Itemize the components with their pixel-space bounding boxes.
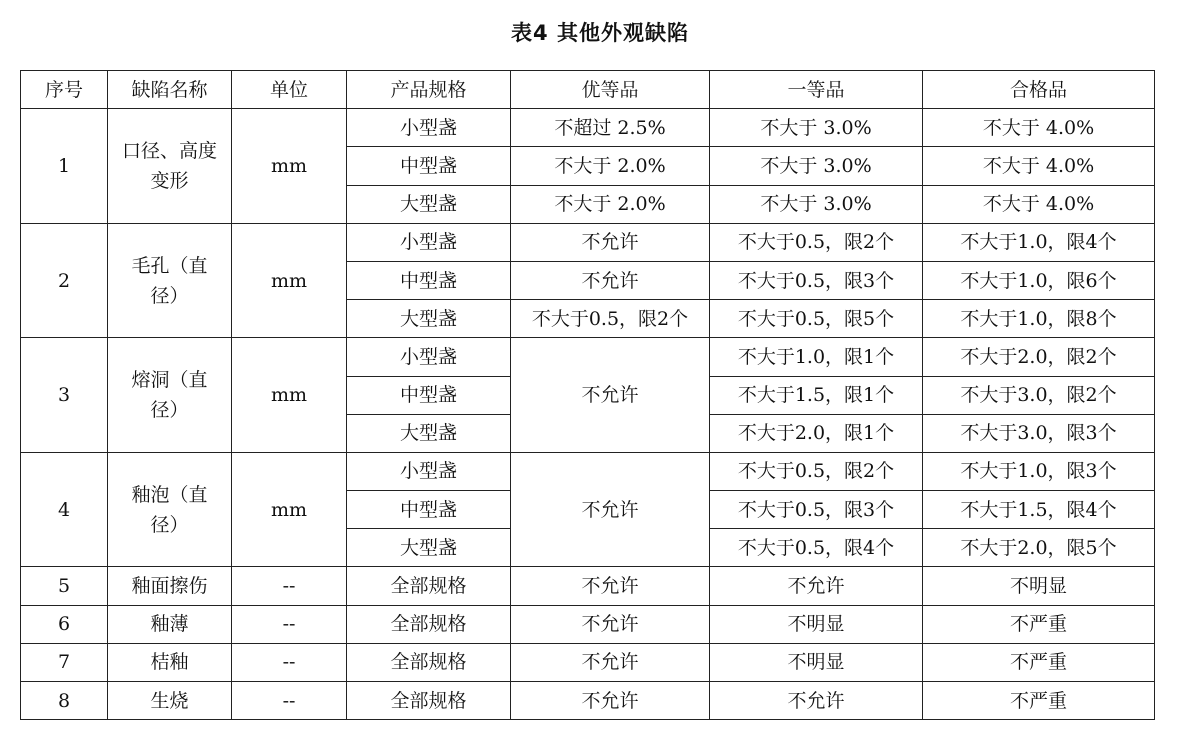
spec-cell: 大型盏 <box>347 300 511 338</box>
table-row <box>21 567 1155 605</box>
header-row <box>21 71 1155 109</box>
qualified-cell: 不明显 <box>923 567 1155 605</box>
table-row <box>21 682 1155 720</box>
qualified-cell: 不大于1.0，限4个 <box>923 223 1155 261</box>
first-class-cell: 不大于0.5，限2个 <box>710 452 923 490</box>
defect-name-cell: 桔釉 <box>108 643 232 681</box>
qualified-cell: 不大于1.5，限4个 <box>923 491 1155 529</box>
defect-name-cell: 釉泡（直径） <box>108 452 232 567</box>
first-class-cell: 不明显 <box>710 605 923 643</box>
unit-cell: mm <box>232 452 347 567</box>
spec-cell: 中型盏 <box>347 147 511 185</box>
row-number-cell: 1 <box>21 109 108 224</box>
premium-cell: 不允许 <box>511 567 710 605</box>
header-cell-premium: 优等品 <box>511 71 710 109</box>
premium-cell: 不允许 <box>511 338 710 453</box>
qualified-cell: 不大于1.0，限8个 <box>923 300 1155 338</box>
qualified-cell: 不大于2.0，限2个 <box>923 338 1155 376</box>
spec-cell: 全部规格 <box>347 567 511 605</box>
table-row <box>21 605 1155 643</box>
first-class-cell: 不允许 <box>710 682 923 720</box>
table-title: 表4 其他外观缺陷 <box>511 21 689 45</box>
first-class-cell: 不大于0.5，限4个 <box>710 529 923 567</box>
first-class-cell: 不大于0.5，限3个 <box>710 491 923 529</box>
table-row <box>21 109 1155 147</box>
qualified-cell: 不大于3.0，限3个 <box>923 414 1155 452</box>
unit-cell: -- <box>232 643 347 681</box>
first-class-cell: 不大于1.5，限1个 <box>710 376 923 414</box>
unit-cell: -- <box>232 605 347 643</box>
defect-name-cell: 釉薄 <box>108 605 232 643</box>
row-number-cell: 5 <box>21 567 108 605</box>
first-class-cell: 不明显 <box>710 643 923 681</box>
first-class-cell: 不大于0.5，限3个 <box>710 261 923 299</box>
spec-cell: 小型盏 <box>347 223 511 261</box>
table-row <box>21 452 1155 490</box>
header-cell-unit: 单位 <box>232 71 347 109</box>
premium-cell: 不允许 <box>511 682 710 720</box>
qualified-cell: 不严重 <box>923 643 1155 681</box>
first-class-cell: 不大于1.0，限1个 <box>710 338 923 376</box>
spec-cell: 大型盏 <box>347 529 511 567</box>
unit-cell: -- <box>232 682 347 720</box>
spec-cell: 全部规格 <box>347 643 511 681</box>
qualified-cell: 不大于3.0，限2个 <box>923 376 1155 414</box>
header-cell-no: 序号 <box>21 71 108 109</box>
spec-cell: 全部规格 <box>347 605 511 643</box>
row-number-cell: 2 <box>21 223 108 338</box>
premium-cell: 不允许 <box>511 261 710 299</box>
first-class-cell: 不大于0.5，限5个 <box>710 300 923 338</box>
unit-cell: mm <box>232 109 347 224</box>
spec-cell: 小型盏 <box>347 452 511 490</box>
first-class-cell: 不大于 3.0% <box>710 109 923 147</box>
table-row <box>21 223 1155 261</box>
premium-cell: 不大于 2.0% <box>511 147 710 185</box>
qualified-cell: 不大于 4.0% <box>923 147 1155 185</box>
qualified-cell: 不严重 <box>923 605 1155 643</box>
defects-table <box>20 70 1155 720</box>
spec-cell: 全部规格 <box>347 682 511 720</box>
defect-name-cell: 生烧 <box>108 682 232 720</box>
qualified-cell: 不大于2.0，限5个 <box>923 529 1155 567</box>
defect-name-cell: 熔洞（直径） <box>108 338 232 453</box>
defect-name-cell: 釉面擦伤 <box>108 567 232 605</box>
premium-cell: 不允许 <box>511 643 710 681</box>
premium-cell: 不允许 <box>511 452 710 567</box>
premium-cell: 不超过 2.5% <box>511 109 710 147</box>
premium-cell: 不大于0.5，限2个 <box>511 300 710 338</box>
spec-cell: 大型盏 <box>347 414 511 452</box>
defect-name-cell: 毛孔（直径） <box>108 223 232 338</box>
qualified-cell: 不大于1.0，限6个 <box>923 261 1155 299</box>
spec-cell: 中型盏 <box>347 491 511 529</box>
unit-cell: mm <box>232 223 347 338</box>
row-number-cell: 6 <box>21 605 108 643</box>
spec-cell: 中型盏 <box>347 261 511 299</box>
header-cell-first-class: 一等品 <box>710 71 923 109</box>
row-number-cell: 8 <box>21 682 108 720</box>
row-number-cell: 7 <box>21 643 108 681</box>
spec-cell: 小型盏 <box>347 338 511 376</box>
qualified-cell: 不大于 4.0% <box>923 185 1155 223</box>
row-number-cell: 4 <box>21 452 108 567</box>
premium-cell: 不允许 <box>511 605 710 643</box>
unit-cell: mm <box>232 338 347 453</box>
qualified-cell: 不严重 <box>923 682 1155 720</box>
first-class-cell: 不大于 3.0% <box>710 185 923 223</box>
defect-name-cell: 口径、高度变形 <box>108 109 232 224</box>
first-class-cell: 不大于 3.0% <box>710 147 923 185</box>
spec-cell: 小型盏 <box>347 109 511 147</box>
premium-cell: 不大于 2.0% <box>511 185 710 223</box>
first-class-cell: 不大于0.5，限2个 <box>710 223 923 261</box>
qualified-cell: 不大于1.0，限3个 <box>923 452 1155 490</box>
table-row <box>21 338 1155 376</box>
qualified-cell: 不大于 4.0% <box>923 109 1155 147</box>
header-cell-defect-name: 缺陷名称 <box>108 71 232 109</box>
first-class-cell: 不允许 <box>710 567 923 605</box>
row-number-cell: 3 <box>21 338 108 453</box>
spec-cell: 中型盏 <box>347 376 511 414</box>
unit-cell: -- <box>232 567 347 605</box>
premium-cell: 不允许 <box>511 223 710 261</box>
first-class-cell: 不大于2.0，限1个 <box>710 414 923 452</box>
header-cell-spec: 产品规格 <box>347 71 511 109</box>
table-row <box>21 643 1155 681</box>
header-cell-qualified: 合格品 <box>923 71 1155 109</box>
spec-cell: 大型盏 <box>347 185 511 223</box>
